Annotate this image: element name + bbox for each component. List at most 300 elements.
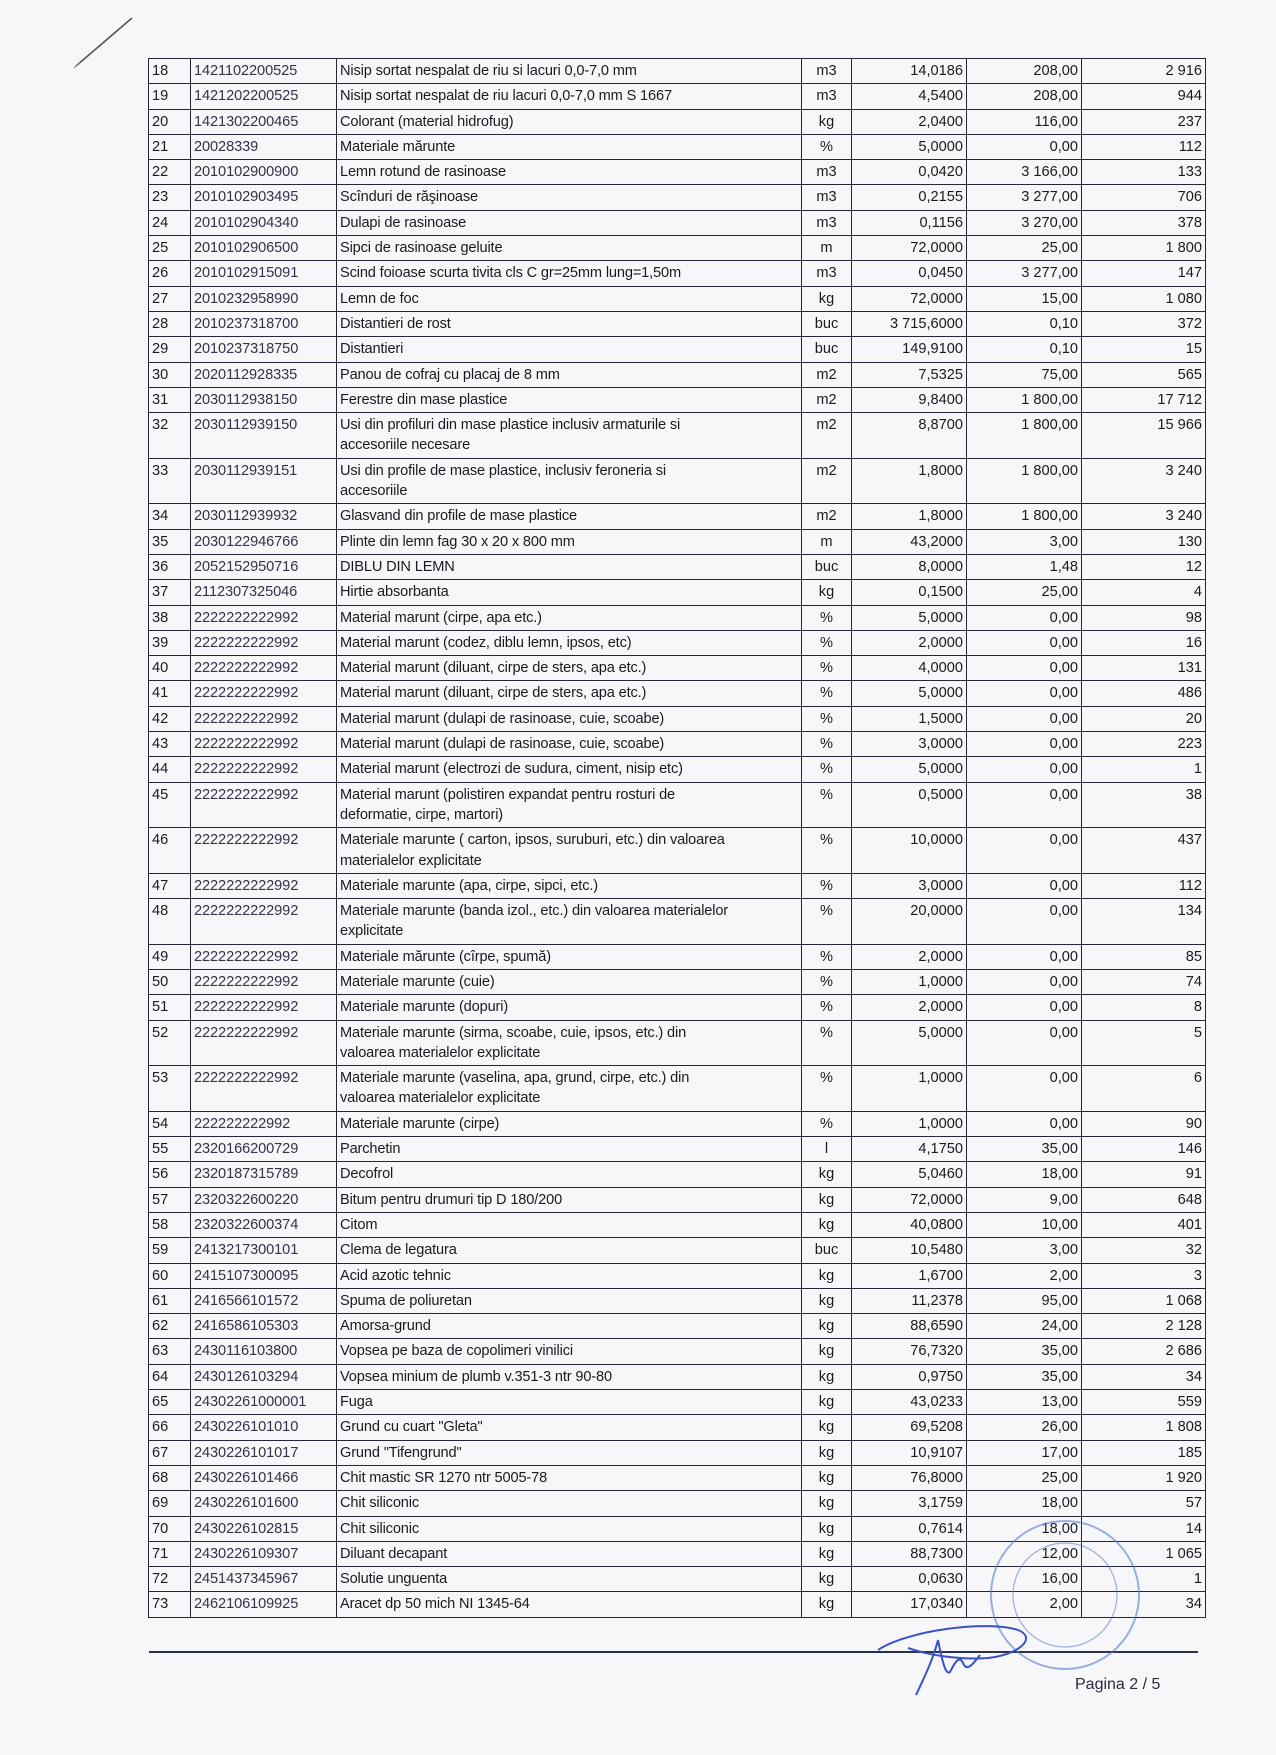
table-row [149, 261, 1206, 286]
row-number-cell: 20 [149, 109, 191, 134]
item-description-cell: Distantieri [337, 337, 802, 362]
item-code-cell: 2462106109925 [191, 1592, 337, 1617]
item-code-cell: 2430226102815 [191, 1516, 337, 1541]
quantity-cell: 14,0186 [852, 59, 967, 84]
item-code-cell: 2222222222992 [191, 757, 337, 782]
unit-price-cell: 0,00 [967, 782, 1082, 828]
unit-cell: % [802, 732, 852, 757]
row-number-cell: 22 [149, 160, 191, 185]
item-code-cell: 2010102903495 [191, 185, 337, 210]
row-number-cell: 26 [149, 261, 191, 286]
quantity-cell: 10,0000 [852, 828, 967, 874]
unit-price-cell: 1,48 [967, 554, 1082, 579]
table-row [149, 899, 1206, 945]
item-description-cell: Nisip sortat nespalat de riu lacuri 0,0-7,0 mm S 1667 [337, 84, 802, 109]
unit-price-cell: 0,10 [967, 337, 1082, 362]
unit-cell: kg [802, 1516, 852, 1541]
item-description-cell: Materiale marunte (banda izol., etc.) din valoarea materialelor explicitate [337, 899, 802, 945]
unit-price-cell: 0,00 [967, 944, 1082, 969]
quantity-cell: 10,9107 [852, 1440, 967, 1465]
unit-price-cell: 208,00 [967, 84, 1082, 109]
item-code-cell: 2222222222992 [191, 1066, 337, 1112]
item-code-cell: 2222222222992 [191, 828, 337, 874]
item-code-cell: 2010237318700 [191, 311, 337, 336]
table-row [149, 1162, 1206, 1187]
unit-price-cell: 3 277,00 [967, 261, 1082, 286]
item-code-cell: 2430226101600 [191, 1491, 337, 1516]
item-code-cell: 2112307325046 [191, 580, 337, 605]
total-value-cell: 2 916 [1082, 59, 1206, 84]
total-value-cell: 8 [1082, 995, 1206, 1020]
item-description-cell: Material marunt (dulapi de rasinoase, cuie, scoabe) [337, 706, 802, 731]
quantity-cell: 9,8400 [852, 387, 967, 412]
table-row [149, 1212, 1206, 1237]
quantity-cell: 11,2378 [852, 1288, 967, 1313]
quantity-cell: 1,0000 [852, 1111, 967, 1136]
item-code-cell: 1421202200525 [191, 84, 337, 109]
item-description-cell: Vopsea pe baza de copolimeri vinilici [337, 1339, 802, 1364]
table-row [149, 1516, 1206, 1541]
quantity-cell: 5,0000 [852, 134, 967, 159]
table-row [149, 1020, 1206, 1066]
item-description-cell: Materiale marunte (apa, cirpe, sipci, etc.) [337, 873, 802, 898]
quantity-cell: 88,6590 [852, 1314, 967, 1339]
row-number-cell: 71 [149, 1541, 191, 1566]
table-row [149, 757, 1206, 782]
unit-price-cell: 16,00 [967, 1567, 1082, 1592]
total-value-cell: 85 [1082, 944, 1206, 969]
total-value-cell: 12 [1082, 554, 1206, 579]
table-row [149, 580, 1206, 605]
unit-price-cell: 26,00 [967, 1415, 1082, 1440]
quantity-cell: 2,0000 [852, 995, 967, 1020]
item-code-cell: 20028339 [191, 134, 337, 159]
table-row [149, 185, 1206, 210]
unit-cell: % [802, 706, 852, 731]
unit-cell: buc [802, 1238, 852, 1263]
total-value-cell: 223 [1082, 732, 1206, 757]
quantity-cell: 17,0340 [852, 1592, 967, 1617]
unit-cell: kg [802, 109, 852, 134]
table-row [149, 1390, 1206, 1415]
item-code-cell: 2222222222992 [191, 656, 337, 681]
quantity-cell: 10,5480 [852, 1238, 967, 1263]
unit-price-cell: 13,00 [967, 1390, 1082, 1415]
row-number-cell: 46 [149, 828, 191, 874]
unit-price-cell: 0,00 [967, 1066, 1082, 1112]
row-number-cell: 31 [149, 387, 191, 412]
unit-cell: % [802, 605, 852, 630]
item-description-cell: Citom [337, 1212, 802, 1237]
item-description-cell: Chit siliconic [337, 1491, 802, 1516]
table-row [149, 458, 1206, 504]
unit-price-cell: 17,00 [967, 1440, 1082, 1465]
total-value-cell: 90 [1082, 1111, 1206, 1136]
quantity-cell: 8,0000 [852, 554, 967, 579]
item-code-cell: 2222222222992 [191, 995, 337, 1020]
quantity-cell: 72,0000 [852, 1187, 967, 1212]
table-row [149, 59, 1206, 84]
quantity-cell: 3,0000 [852, 732, 967, 757]
total-value-cell: 14 [1082, 1516, 1206, 1541]
total-value-cell: 4 [1082, 580, 1206, 605]
item-code-cell: 2430226101017 [191, 1440, 337, 1465]
table-row [149, 1238, 1206, 1263]
unit-cell: % [802, 969, 852, 994]
unit-price-cell: 0,10 [967, 311, 1082, 336]
unit-cell: % [802, 828, 852, 874]
quantity-cell: 5,0000 [852, 681, 967, 706]
item-description-cell: Chit siliconic [337, 1516, 802, 1541]
row-number-cell: 59 [149, 1238, 191, 1263]
row-number-cell: 29 [149, 337, 191, 362]
table-row [149, 311, 1206, 336]
table-row [149, 362, 1206, 387]
table-row [149, 1111, 1206, 1136]
unit-cell: m2 [802, 387, 852, 412]
unit-cell: % [802, 656, 852, 681]
total-value-cell: 1 920 [1082, 1465, 1206, 1490]
item-description-cell: Chit mastic SR 1270 ntr 5005-78 [337, 1465, 802, 1490]
row-number-cell: 37 [149, 580, 191, 605]
table-row [149, 1491, 1206, 1516]
total-value-cell: 237 [1082, 109, 1206, 134]
unit-price-cell: 0,00 [967, 1020, 1082, 1066]
quantity-cell: 5,0000 [852, 605, 967, 630]
quantity-cell: 1,0000 [852, 969, 967, 994]
item-code-cell: 2320187315789 [191, 1162, 337, 1187]
unit-cell: kg [802, 1314, 852, 1339]
unit-cell: m2 [802, 413, 852, 459]
unit-price-cell: 0,00 [967, 656, 1082, 681]
item-code-cell: 2222222222992 [191, 944, 337, 969]
table-row [149, 160, 1206, 185]
item-description-cell: Sipci de rasinoase geluite [337, 236, 802, 261]
row-number-cell: 73 [149, 1592, 191, 1617]
item-code-cell: 2030112938150 [191, 387, 337, 412]
total-value-cell: 565 [1082, 362, 1206, 387]
row-number-cell: 53 [149, 1066, 191, 1112]
unit-price-cell: 0,00 [967, 681, 1082, 706]
unit-cell: kg [802, 1592, 852, 1617]
total-value-cell: 134 [1082, 899, 1206, 945]
row-number-cell: 25 [149, 236, 191, 261]
row-number-cell: 28 [149, 311, 191, 336]
row-number-cell: 58 [149, 1212, 191, 1237]
table-row [149, 995, 1206, 1020]
item-description-cell: Dulapi de rasinoase [337, 210, 802, 235]
quantity-cell: 2,0400 [852, 109, 967, 134]
unit-price-cell: 15,00 [967, 286, 1082, 311]
item-description-cell: Grund "Tifengrund" [337, 1440, 802, 1465]
unit-cell: % [802, 1066, 852, 1112]
unit-price-cell: 18,00 [967, 1162, 1082, 1187]
row-number-cell: 19 [149, 84, 191, 109]
total-value-cell: 16 [1082, 630, 1206, 655]
unit-cell: m3 [802, 59, 852, 84]
item-code-cell: 24302261000001 [191, 1390, 337, 1415]
item-code-cell: 2430226109307 [191, 1541, 337, 1566]
unit-price-cell: 18,00 [967, 1516, 1082, 1541]
unit-price-cell: 10,00 [967, 1212, 1082, 1237]
total-value-cell: 1 068 [1082, 1288, 1206, 1313]
total-value-cell: 38 [1082, 782, 1206, 828]
unit-price-cell: 0,00 [967, 732, 1082, 757]
quantity-cell: 40,0800 [852, 1212, 967, 1237]
item-code-cell: 2010232958990 [191, 286, 337, 311]
quantity-cell: 5,0000 [852, 757, 967, 782]
table-row [149, 706, 1206, 731]
total-value-cell: 57 [1082, 1491, 1206, 1516]
total-value-cell: 74 [1082, 969, 1206, 994]
unit-cell: buc [802, 554, 852, 579]
unit-price-cell: 0,00 [967, 899, 1082, 945]
unit-price-cell: 0,00 [967, 873, 1082, 898]
quantity-cell: 1,6700 [852, 1263, 967, 1288]
item-code-cell: 2222222222992 [191, 706, 337, 731]
unit-cell: m2 [802, 504, 852, 529]
signature [868, 1610, 1068, 1700]
quantity-cell: 1,5000 [852, 706, 967, 731]
total-value-cell: 1 065 [1082, 1541, 1206, 1566]
quantity-cell: 4,0000 [852, 656, 967, 681]
unit-cell: kg [802, 1364, 852, 1389]
item-description-cell: Usi din profiluri din mase plastice inclusiv armaturile si accesoriile necesare [337, 413, 802, 459]
total-value-cell: 15 [1082, 337, 1206, 362]
quantity-cell: 149,9100 [852, 337, 967, 362]
table-row [149, 1567, 1206, 1592]
row-number-cell: 32 [149, 413, 191, 459]
item-code-cell: 2010102900900 [191, 160, 337, 185]
item-code-cell: 2222222222992 [191, 899, 337, 945]
unit-cell: m [802, 529, 852, 554]
unit-cell: l [802, 1137, 852, 1162]
item-code-cell: 2010237318750 [191, 337, 337, 362]
unit-price-cell: 0,00 [967, 969, 1082, 994]
total-value-cell: 147 [1082, 261, 1206, 286]
total-value-cell: 34 [1082, 1364, 1206, 1389]
quantity-cell: 3 715,6000 [852, 311, 967, 336]
quantity-cell: 0,0420 [852, 160, 967, 185]
table-row [149, 732, 1206, 757]
unit-cell: % [802, 681, 852, 706]
total-value-cell: 1 800 [1082, 236, 1206, 261]
table-row [149, 337, 1206, 362]
item-description-cell: Materiale marunte ( carton, ipsos, suruburi, etc.) din valoarea materialelor explicitate [337, 828, 802, 874]
row-number-cell: 69 [149, 1491, 191, 1516]
item-description-cell: Decofrol [337, 1162, 802, 1187]
item-code-cell: 2030112939932 [191, 504, 337, 529]
quantity-cell: 72,0000 [852, 236, 967, 261]
total-value-cell: 20 [1082, 706, 1206, 731]
item-description-cell: Materiale marunte (dopuri) [337, 995, 802, 1020]
quantity-cell: 0,9750 [852, 1364, 967, 1389]
item-description-cell: Solutie unguenta [337, 1567, 802, 1592]
table-row [149, 236, 1206, 261]
quantity-cell: 43,2000 [852, 529, 967, 554]
unit-cell: kg [802, 1491, 852, 1516]
unit-price-cell: 0,00 [967, 630, 1082, 655]
item-description-cell: Diluant decapant [337, 1541, 802, 1566]
quantity-cell: 3,1759 [852, 1491, 967, 1516]
quantity-cell: 1,0000 [852, 1066, 967, 1112]
quantity-cell: 2,0000 [852, 944, 967, 969]
total-value-cell: 5 [1082, 1020, 1206, 1066]
total-value-cell: 146 [1082, 1137, 1206, 1162]
unit-price-cell: 116,00 [967, 109, 1082, 134]
unit-cell: kg [802, 286, 852, 311]
table-row [149, 828, 1206, 874]
table-row [149, 1339, 1206, 1364]
item-description-cell: Material marunt (dulapi de rasinoase, cuie, scoabe) [337, 732, 802, 757]
total-value-cell: 112 [1082, 134, 1206, 159]
item-code-cell: 2430116103800 [191, 1339, 337, 1364]
unit-cell: % [802, 944, 852, 969]
row-number-cell: 27 [149, 286, 191, 311]
item-code-cell: 2222222222992 [191, 732, 337, 757]
total-value-cell: 15 966 [1082, 413, 1206, 459]
quantity-cell: 0,2155 [852, 185, 967, 210]
table-row [149, 1137, 1206, 1162]
unit-price-cell: 3 166,00 [967, 160, 1082, 185]
total-value-cell: 1 [1082, 1567, 1206, 1592]
row-number-cell: 65 [149, 1390, 191, 1415]
item-code-cell: 2222222222992 [191, 873, 337, 898]
table-row [149, 1440, 1206, 1465]
item-description-cell: Materiale marunte (cuie) [337, 969, 802, 994]
quantity-cell: 72,0000 [852, 286, 967, 311]
row-number-cell: 50 [149, 969, 191, 994]
unit-cell: m3 [802, 261, 852, 286]
item-code-cell: 2430226101466 [191, 1465, 337, 1490]
row-number-cell: 68 [149, 1465, 191, 1490]
row-number-cell: 54 [149, 1111, 191, 1136]
row-number-cell: 44 [149, 757, 191, 782]
unit-cell: kg [802, 1288, 852, 1313]
row-number-cell: 18 [149, 59, 191, 84]
item-code-cell: 2416586105303 [191, 1314, 337, 1339]
table-row [149, 210, 1206, 235]
unit-price-cell: 0,00 [967, 757, 1082, 782]
unit-cell: % [802, 782, 852, 828]
table-row [149, 944, 1206, 969]
table-row [149, 286, 1206, 311]
item-description-cell: Material marunt (codez, diblu lemn, ipsos, etc) [337, 630, 802, 655]
unit-cell: % [802, 899, 852, 945]
row-number-cell: 52 [149, 1020, 191, 1066]
unit-cell: kg [802, 1263, 852, 1288]
total-value-cell: 32 [1082, 1238, 1206, 1263]
item-description-cell: Scind foioase scurta tivita cls C gr=25mm lung=1,50m [337, 261, 802, 286]
row-number-cell: 63 [149, 1339, 191, 1364]
total-value-cell: 130 [1082, 529, 1206, 554]
quantity-cell: 20,0000 [852, 899, 967, 945]
unit-cell: m2 [802, 362, 852, 387]
table-row [149, 1187, 1206, 1212]
item-description-cell: Nisip sortat nespalat de riu si lacuri 0,0-7,0 mm [337, 59, 802, 84]
row-number-cell: 42 [149, 706, 191, 731]
total-value-cell: 6 [1082, 1066, 1206, 1112]
unit-cell: m3 [802, 185, 852, 210]
item-code-cell: 2030112939151 [191, 458, 337, 504]
row-number-cell: 45 [149, 782, 191, 828]
item-code-cell: 222222222992 [191, 1111, 337, 1136]
materials-table-body [149, 59, 1206, 1618]
unit-cell: kg [802, 1415, 852, 1440]
table-row [149, 605, 1206, 630]
item-code-cell: 2320322600220 [191, 1187, 337, 1212]
unit-cell: kg [802, 1339, 852, 1364]
item-description-cell: Colorant (material hidrofug) [337, 109, 802, 134]
unit-price-cell: 35,00 [967, 1137, 1082, 1162]
table-row [149, 1288, 1206, 1313]
item-description-cell: Lemn rotund de rasinoase [337, 160, 802, 185]
item-code-cell: 2030112939150 [191, 413, 337, 459]
unit-price-cell: 35,00 [967, 1339, 1082, 1364]
item-description-cell: Material marunt (diluant, cirpe de sters, apa etc.) [337, 656, 802, 681]
row-number-cell: 66 [149, 1415, 191, 1440]
unit-price-cell: 1 800,00 [967, 458, 1082, 504]
unit-price-cell: 25,00 [967, 236, 1082, 261]
total-value-cell: 1 808 [1082, 1415, 1206, 1440]
item-description-cell: Materiale marunte (sirma, scoabe, cuie, ipsos, etc.) din valoarea materialelor explicitate [337, 1020, 802, 1066]
quantity-cell: 0,1156 [852, 210, 967, 235]
item-description-cell: Grund cu cuart "Gleta" [337, 1415, 802, 1440]
item-code-cell: 2451437345967 [191, 1567, 337, 1592]
table-row [149, 84, 1206, 109]
item-description-cell: Lemn de foc [337, 286, 802, 311]
row-number-cell: 40 [149, 656, 191, 681]
unit-cell: % [802, 873, 852, 898]
unit-price-cell: 1 800,00 [967, 413, 1082, 459]
row-number-cell: 33 [149, 458, 191, 504]
item-code-cell: 2222222222992 [191, 681, 337, 706]
quantity-cell: 0,7614 [852, 1516, 967, 1541]
item-description-cell: Material marunt (cirpe, apa etc.) [337, 605, 802, 630]
row-number-cell: 55 [149, 1137, 191, 1162]
row-number-cell: 34 [149, 504, 191, 529]
quantity-cell: 7,5325 [852, 362, 967, 387]
table-row [149, 1415, 1206, 1440]
unit-price-cell: 3,00 [967, 1238, 1082, 1263]
row-number-cell: 70 [149, 1516, 191, 1541]
table-row [149, 630, 1206, 655]
item-code-cell: 2320166200729 [191, 1137, 337, 1162]
item-description-cell: DIBLU DIN LEMN [337, 554, 802, 579]
item-code-cell: 1421102200525 [191, 59, 337, 84]
item-code-cell: 2320322600374 [191, 1212, 337, 1237]
total-value-cell: 401 [1082, 1212, 1206, 1237]
unit-cell: m [802, 236, 852, 261]
total-value-cell: 559 [1082, 1390, 1206, 1415]
row-number-cell: 21 [149, 134, 191, 159]
table-row [149, 1066, 1206, 1112]
unit-price-cell: 9,00 [967, 1187, 1082, 1212]
unit-cell: kg [802, 1541, 852, 1566]
item-description-cell: Vopsea minium de plumb v.351-3 ntr 90-80 [337, 1364, 802, 1389]
row-number-cell: 36 [149, 554, 191, 579]
unit-cell: % [802, 630, 852, 655]
table-row [149, 554, 1206, 579]
row-number-cell: 24 [149, 210, 191, 235]
item-description-cell: Hirtie absorbanta [337, 580, 802, 605]
table-row [149, 134, 1206, 159]
unit-price-cell: 24,00 [967, 1314, 1082, 1339]
item-description-cell: Materiale mărunte [337, 134, 802, 159]
table-row [149, 969, 1206, 994]
unit-price-cell: 12,00 [967, 1541, 1082, 1566]
total-value-cell: 372 [1082, 311, 1206, 336]
